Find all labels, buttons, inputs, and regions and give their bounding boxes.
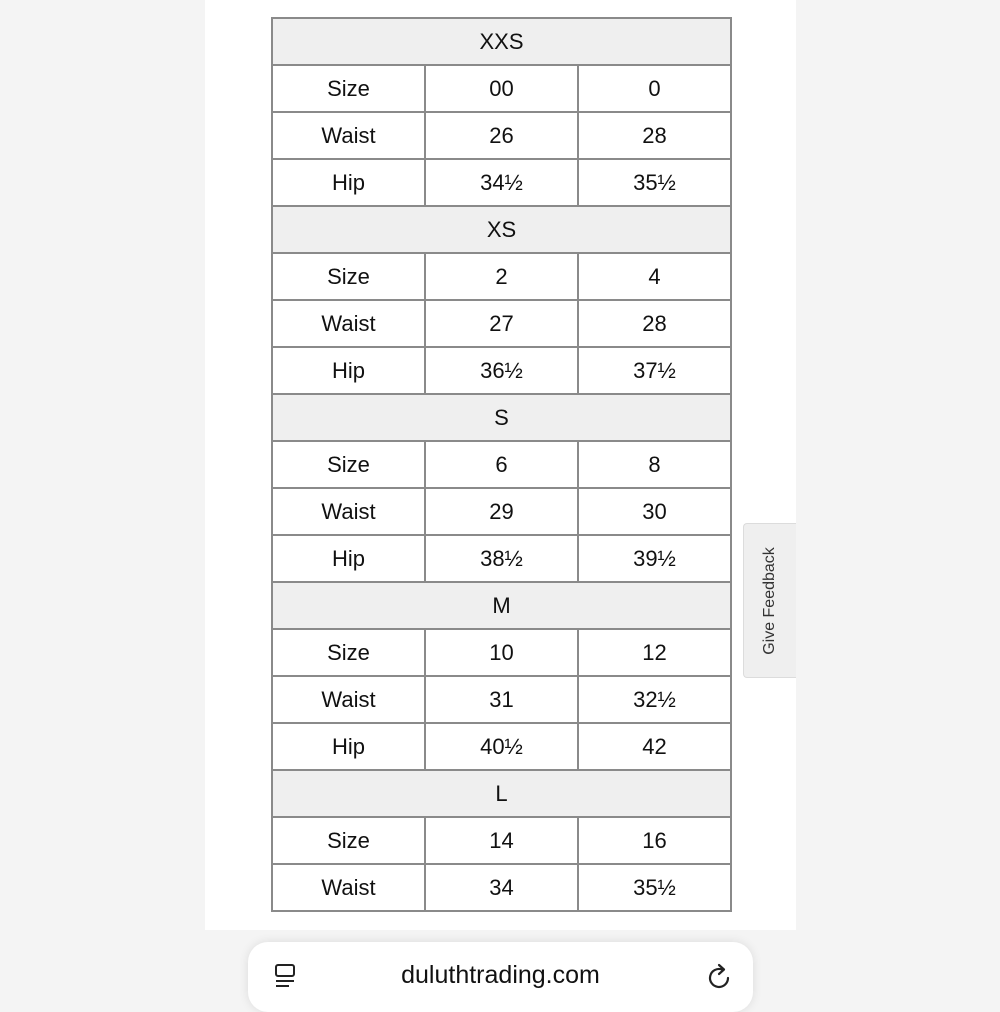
- table-row: [272, 112, 731, 159]
- measurement-value: 34½: [425, 159, 578, 206]
- size-group-label: M: [272, 582, 731, 629]
- measurement-label: Size: [272, 65, 425, 112]
- size-group-label: XS: [272, 206, 731, 253]
- measurement-label: Size: [272, 817, 425, 864]
- size-group-header-row: [272, 394, 731, 441]
- table-row: [272, 159, 731, 206]
- measurement-value: 42: [578, 723, 731, 770]
- measurement-value: 37½: [578, 347, 731, 394]
- url-text[interactable]: duluthtrading.com: [401, 961, 600, 989]
- measurement-label: Hip: [272, 723, 425, 770]
- measurement-value: 39½: [578, 535, 731, 582]
- measurement-label: Hip: [272, 535, 425, 582]
- measurement-label: Waist: [272, 488, 425, 535]
- table-row: [272, 65, 731, 112]
- table-row: [272, 723, 731, 770]
- measurement-value: 27: [425, 300, 578, 347]
- measurement-value: 29: [425, 488, 578, 535]
- table-row: [272, 676, 731, 723]
- measurement-value: 10: [425, 629, 578, 676]
- size-group-label: XXS: [272, 18, 731, 65]
- measurement-value: 28: [578, 300, 731, 347]
- size-group-header-row: [272, 770, 731, 817]
- measurement-label: Waist: [272, 864, 425, 911]
- size-chart-table: [271, 17, 732, 912]
- measurement-value: 35½: [578, 159, 731, 206]
- measurement-label: Waist: [272, 112, 425, 159]
- measurement-value: 14: [425, 817, 578, 864]
- measurement-label: Hip: [272, 347, 425, 394]
- give-feedback-label: Give Feedback: [761, 546, 778, 655]
- browser-url-bar[interactable]: [248, 942, 753, 1012]
- measurement-label: Size: [272, 253, 425, 300]
- measurement-label: Size: [272, 441, 425, 488]
- table-row: [272, 629, 731, 676]
- measurement-label: Size: [272, 629, 425, 676]
- size-group-label: S: [272, 394, 731, 441]
- measurement-value: 35½: [578, 864, 731, 911]
- size-group-header-row: [272, 18, 731, 65]
- measurement-value: 36½: [425, 347, 578, 394]
- measurement-label: Waist: [272, 300, 425, 347]
- measurement-value: 40½: [425, 723, 578, 770]
- give-feedback-button[interactable]: [743, 523, 796, 678]
- measurement-value: 8: [578, 441, 731, 488]
- page-content: [205, 0, 796, 930]
- size-group-label: L: [272, 770, 731, 817]
- measurement-value: 0: [578, 65, 731, 112]
- measurement-value: 38½: [425, 535, 578, 582]
- table-row: [272, 864, 731, 911]
- measurement-value: 6: [425, 441, 578, 488]
- table-row: [272, 817, 731, 864]
- measurement-label: Hip: [272, 159, 425, 206]
- size-group-header-row: [272, 582, 731, 629]
- measurement-value: 26: [425, 112, 578, 159]
- measurement-value: 31: [425, 676, 578, 723]
- measurement-value: 12: [578, 629, 731, 676]
- table-row: [272, 347, 731, 394]
- table-row: [272, 253, 731, 300]
- measurement-value: 28: [578, 112, 731, 159]
- table-row: [272, 488, 731, 535]
- table-row: [272, 441, 731, 488]
- table-row: [272, 300, 731, 347]
- table-row: [272, 535, 731, 582]
- measurement-value: 30: [578, 488, 731, 535]
- measurement-value: 34: [425, 864, 578, 911]
- measurement-value: 2: [425, 253, 578, 300]
- measurement-value: 32½: [578, 676, 731, 723]
- measurement-value: 00: [425, 65, 578, 112]
- measurement-label: Waist: [272, 676, 425, 723]
- measurement-value: 4: [578, 253, 731, 300]
- reload-icon[interactable]: [707, 963, 733, 991]
- size-group-header-row: [272, 206, 731, 253]
- measurement-value: 16: [578, 817, 731, 864]
